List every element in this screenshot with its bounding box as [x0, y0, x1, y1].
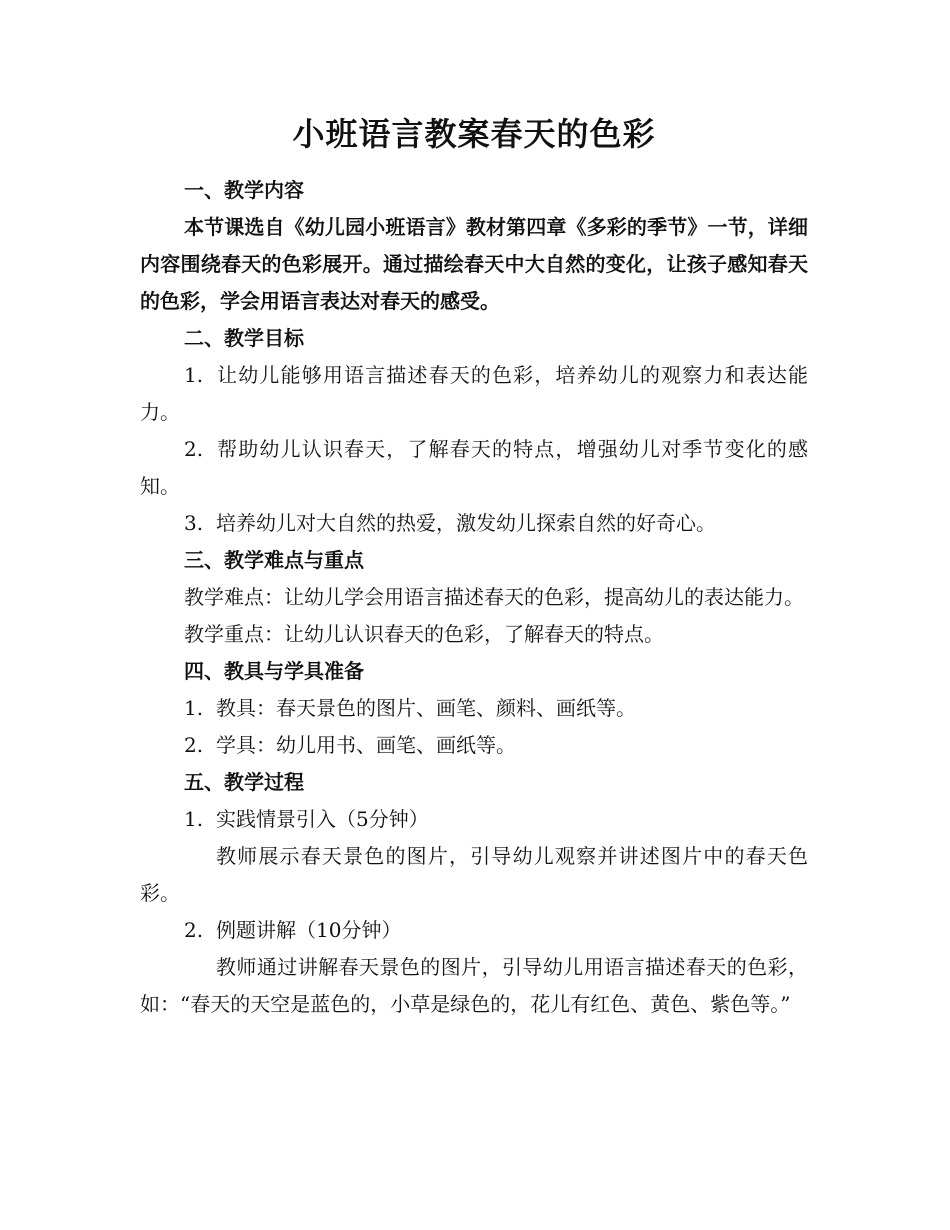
section-heading-key-points: 三、教学难点与重点: [184, 548, 364, 572]
section-heading-materials: 四、教具与学具准备: [184, 659, 364, 683]
objective-text: 帮助幼儿认识春天，了解春天的特点，增强幼儿对季节变化的感知。: [140, 437, 808, 498]
document-title: 小班语言教案春天的色彩: [292, 115, 656, 153]
step-title: 实践情景引入（5分钟）: [216, 807, 429, 831]
objective-text: 让幼儿能够用语言描述春天的色彩，培养幼儿的观察力和表达能力。: [140, 363, 808, 424]
objective-item: [140, 431, 808, 505]
step-number: 2.: [184, 918, 204, 942]
objective-item: [140, 357, 808, 431]
section-heading-objectives: 二、教学目标: [184, 326, 304, 350]
section-heading-process: 五、教学过程: [184, 770, 304, 794]
material-text: 教具：春天景色的图片、画笔、颜料、画纸等。: [216, 696, 636, 720]
objective-text: 培养幼儿对大自然的热爱，激发幼儿探索自然的好奇心。: [216, 511, 716, 535]
process-step: [140, 801, 808, 838]
material-number: 2.: [184, 733, 204, 757]
material-item: [140, 727, 808, 764]
objective-number: 3.: [184, 511, 204, 535]
objective-item: [140, 505, 808, 542]
content-paragraph: 本节课选自《幼儿园小班语言》教材第四章《多彩的季节》一节，详细内容围绕春天的色彩展开。通过描绘春天中大自然的变化，让孩子感知春天的色彩，学会用语言表达对春天的感受。: [140, 215, 808, 313]
step-detail: 教师通过讲解春天景色的图片，引导幼儿用语言描述春天的色彩，如：“春天的天空是蓝色的，小草是绿色的，花儿有红色、黄色、紫色等。”: [140, 955, 808, 1016]
section-heading-content: 一、教学内容: [184, 178, 304, 202]
focus-paragraph: 教学重点：让幼儿认识春天的色彩，了解春天的特点。: [184, 622, 664, 646]
process-step: [140, 912, 808, 949]
material-item: [140, 690, 808, 727]
objective-number: 1.: [184, 363, 204, 387]
material-number: 1.: [184, 696, 204, 720]
objective-number: 2.: [184, 437, 204, 461]
step-number: 1.: [184, 807, 204, 831]
step-title: 例题讲解（10分钟）: [216, 918, 402, 942]
step-detail: 教师展示春天景色的图片，引导幼儿观察并讲述图片中的春天色彩。: [140, 844, 808, 905]
material-text: 学具：幼儿用书、画笔、画纸等。: [216, 733, 516, 757]
difficulty-paragraph: 教学难点：让幼儿学会用语言描述春天的色彩，提高幼儿的表达能力。: [184, 585, 804, 609]
document-page: [140, 108, 808, 1023]
